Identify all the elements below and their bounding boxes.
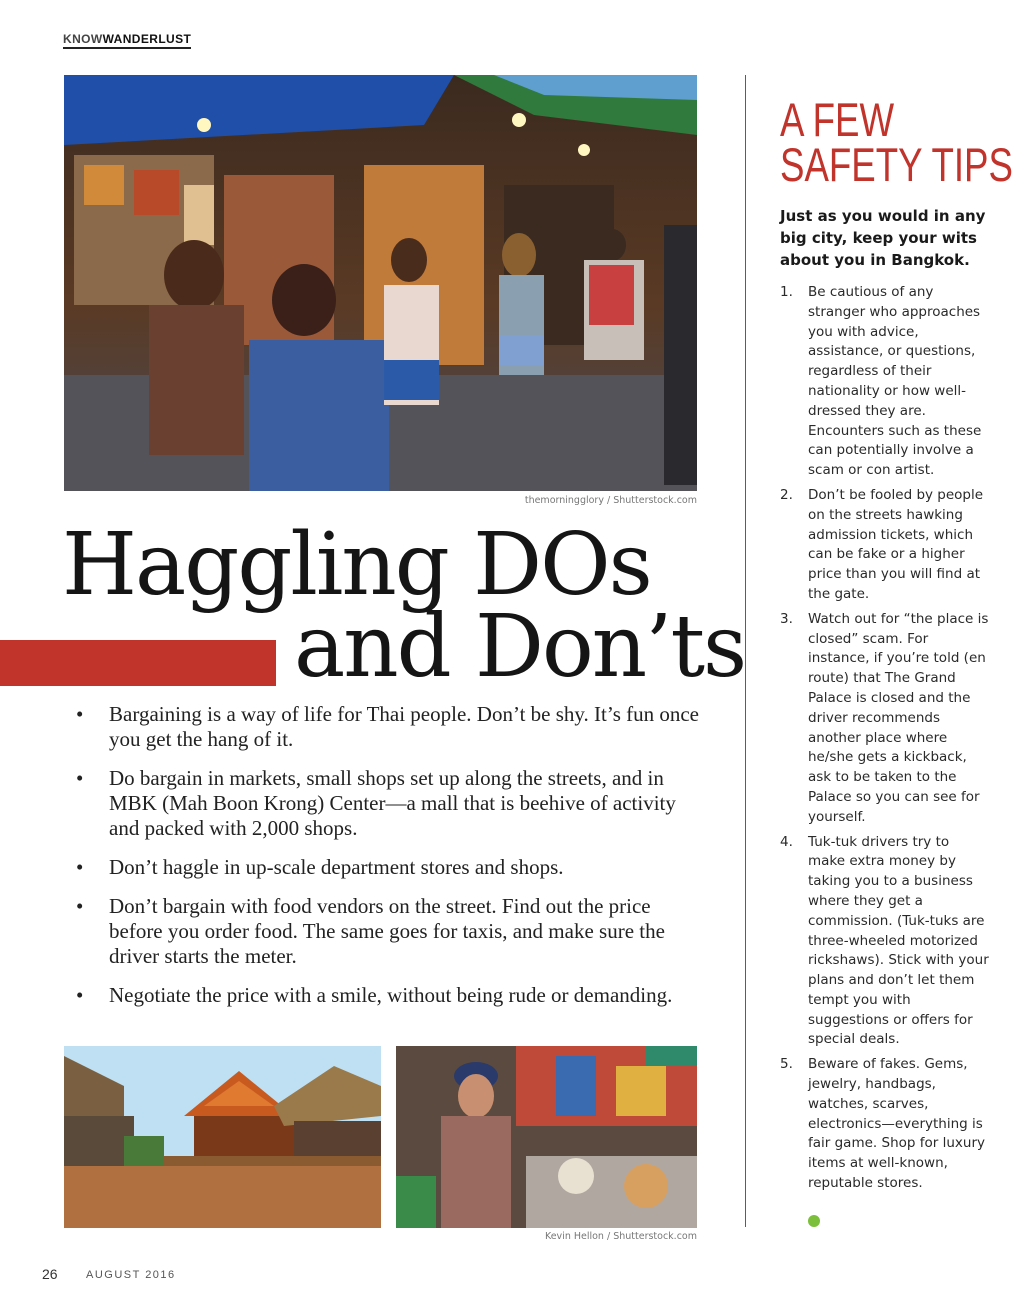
floating-market-photo [64,1046,381,1228]
end-mark-icon [808,1215,820,1227]
main-photo-credit: themorningglory / Shutterstock.com [524,495,697,506]
tip-number: 2. [780,486,793,503]
tip-text: Don’t be fooled by people on the streets hawking admission tickets, which can be fake or a higher price than you will find at the gate. [808,486,984,602]
issue-date: AUGUST 2016 [86,1269,176,1281]
section-label-know: KNOW [63,32,103,46]
bullet-item: • Do bargain in markets, small shops set up along the streets, and in MBK (Mah Boon Krong) Center—a mall that is beehive of activity and packed with 2,000 shops. [76,766,704,841]
sidebar-title-line-1: A FEW [780,93,895,146]
tip-text: Watch out for “the place is closed” scam. For instance, if you’re told (en route) that The Grand Palace is closed and the driver recommends another place where he/she gets a kickback, ask to be taken to the Palace so you can see for yourself. [808,610,989,825]
headline-line-2: and Don’ts [294,597,746,697]
tip-item [780,1055,990,1194]
tip-number: 5. [780,1056,793,1073]
tip-number: 4. [780,833,793,850]
section-label-wanderlust: WANDERLUST [102,32,192,46]
safety-tips-list [780,283,990,1199]
bottom-photo-credit: Kevin Hellon / Shutterstock.com [544,1231,697,1242]
tip-text: Beware of fakes. Gems, jewelry, handbags, watches, scarves, electronics—everything is fair game. Shop for luxury items at well-known, reputable stores. [808,1056,985,1192]
tip-item [780,283,990,481]
bullet-item: • Negotiate the price with a smile, without being rude or demanding. [76,983,704,1008]
sidebar-title [780,93,1013,191]
tip-item [780,610,990,828]
page-number: 26 [42,1266,58,1282]
tip-text: Tuk-tuk drivers try to make extra money by taking you to a business where they get a commission. (Tuk-tuks are three-wheeled motorized rickshaws). Stick with your plans and don’t let them tempt you with suggestions or offers for special deals. [808,833,989,1048]
tip-item [780,833,990,1051]
bullet-item: • Don’t bargain with food vendors on the street. Find out the price before you order food. The same goes for taxis, and make sure the driver starts the meter. [76,894,704,969]
section-label [63,32,191,49]
tip-number: 3. [780,610,793,627]
sidebar-title-line-2: SAFETY TIPS [780,138,1013,191]
tip-text: Be cautious of any stranger who approaches you with advice, assistance, or questions, regardless of their nationality or how well-dressed they are. Encounters such as these can potentially involve a scam or con artist. [808,284,982,479]
tip-item [780,486,990,605]
haggling-bullet-list [76,702,704,1022]
bullet-item: • Don’t haggle in up-scale department stores and shops. [76,855,704,880]
headline-line-1: Haggling DOs [62,515,651,615]
sidebar-intro: Just as you would in any big city, keep your wits about you in Bangkok. [780,207,986,269]
sidebar-divider [745,75,746,1227]
accent-bar [0,640,276,686]
tip-number: 1. [780,284,793,300]
food-vendor-photo [396,1046,697,1228]
bullet-item: • Bargaining is a way of life for Thai people. Don’t be shy. It’s fun once you get the hang of it. [76,702,704,752]
night-market-photo [64,75,697,491]
